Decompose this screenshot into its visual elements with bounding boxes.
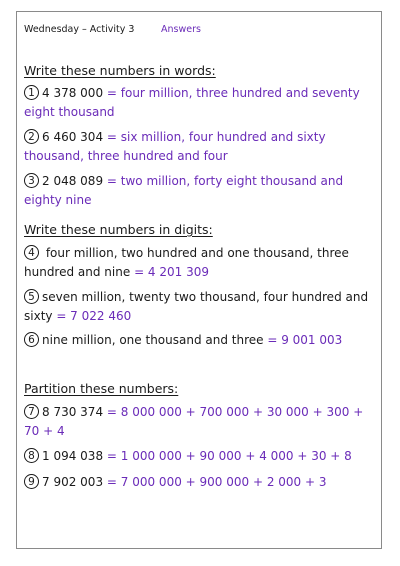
section-heading-words: Write these numbers in words: bbox=[24, 63, 216, 78]
question-text: 1 094 038 bbox=[42, 449, 104, 463]
question-5 bbox=[24, 288, 369, 326]
question-text: 4 378 000 bbox=[42, 86, 104, 100]
question-2 bbox=[24, 128, 369, 166]
question-number: 1 bbox=[24, 85, 39, 100]
answer-text: = 4 201 309 bbox=[130, 265, 210, 279]
section-heading-digits: Write these numbers in digits: bbox=[24, 222, 213, 237]
answer-text: = 8 000 000 + 700 000 + 30 000 + 300 + 70 + 4 bbox=[24, 405, 364, 438]
question-3 bbox=[24, 172, 369, 210]
question-text: four million, two hundred and one thousand, three hundred and nine bbox=[24, 246, 349, 279]
question-8 bbox=[24, 447, 369, 466]
answers-label: Answers bbox=[161, 24, 201, 35]
question-4 bbox=[24, 244, 369, 282]
question-text: nine million, one thousand and three bbox=[42, 333, 264, 347]
activity-label: Wednesday – Activity 3 bbox=[24, 24, 135, 35]
question-number: 5 bbox=[24, 289, 39, 304]
question-text: 2 048 089 bbox=[42, 174, 104, 188]
question-number: 4 bbox=[24, 245, 39, 260]
question-7 bbox=[24, 403, 369, 441]
question-text: seven million, twenty two thousand, four hundred and sixty bbox=[24, 290, 369, 323]
question-text: 7 902 003 bbox=[42, 475, 104, 489]
question-1 bbox=[24, 84, 369, 122]
answer-text: = 7 000 000 + 900 000 + 2 000 + 3 bbox=[103, 475, 327, 489]
question-number: 2 bbox=[24, 129, 39, 144]
answer-text: = 1 000 000 + 90 000 + 4 000 + 30 + 8 bbox=[103, 449, 352, 463]
question-text: 6 460 304 bbox=[42, 130, 104, 144]
answer-text: = six million, four hundred and sixty thousand, three hundred and four bbox=[24, 130, 326, 163]
question-number: 7 bbox=[24, 404, 39, 419]
answer-text: = 7 022 460 bbox=[52, 309, 132, 323]
question-number: 3 bbox=[24, 173, 39, 188]
question-number: 6 bbox=[24, 332, 39, 347]
question-9 bbox=[24, 473, 369, 492]
section-heading-partition: Partition these numbers: bbox=[24, 381, 179, 396]
question-number: 9 bbox=[24, 474, 39, 489]
answer-text: = two million, forty eight thousand and eighty nine bbox=[24, 174, 344, 207]
question-text: 8 730 374 bbox=[42, 405, 104, 419]
question-number: 8 bbox=[24, 448, 39, 463]
worksheet-header bbox=[24, 24, 374, 38]
question-6 bbox=[24, 331, 369, 350]
answer-text: = 9 001 003 bbox=[263, 333, 343, 347]
answer-text: = four million, three hundred and seventy eight thousand bbox=[24, 86, 360, 119]
